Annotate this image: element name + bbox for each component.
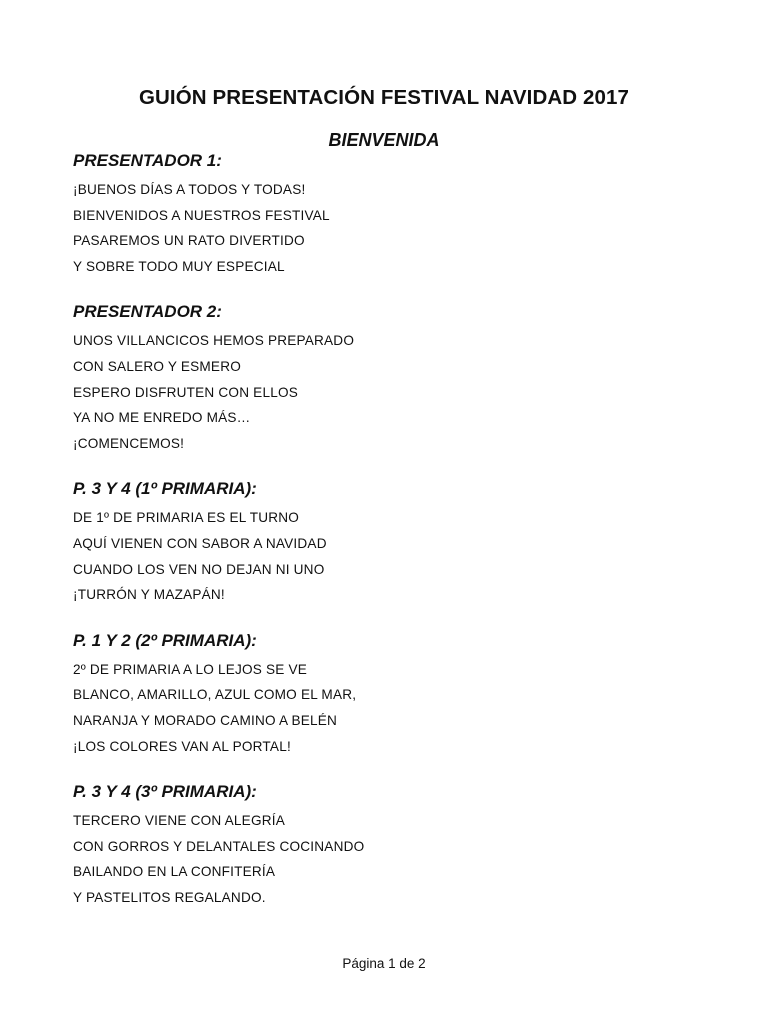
script-line: BLANCO, AMARILLO, AZUL COMO EL MAR, xyxy=(73,687,357,703)
page-number: Página 1 de 2 xyxy=(342,956,426,971)
script-line: ¡BUENOS DÍAS A TODOS Y TODAS! xyxy=(73,182,306,197)
speaker-heading: PRESENTADOR 2: xyxy=(73,302,222,322)
script-line: BIENVENIDOS A NUESTROS FESTIVAL xyxy=(73,207,330,223)
speaker-heading: P. 3 Y 4 (1º PRIMARIA): xyxy=(73,479,257,499)
speaker-block-primaria-1 xyxy=(73,479,713,607)
speaker-heading: P. 1 Y 2 (2º PRIMARIA): xyxy=(73,630,257,650)
script-line: ¡LOS COLORES VAN AL PORTAL! xyxy=(73,738,291,754)
speaker-block-presentador-2 xyxy=(73,302,713,456)
speaker-block-presentador-1 xyxy=(73,151,713,279)
script-line: ¡TURRÓN Y MAZAPÁN! xyxy=(73,587,225,603)
document-title: GUIÓN PRESENTACIÓN FESTIVAL NAVIDAD 2017 xyxy=(138,86,629,109)
speaker-block-primaria-3 xyxy=(73,782,713,910)
script-body xyxy=(73,151,713,933)
speaker-block-primaria-2 xyxy=(73,631,713,759)
section-title: BIENVENIDA xyxy=(328,130,440,150)
script-line: ESPERO DISFRUTEN CON ELLOS xyxy=(73,384,299,400)
speaker-heading: P. 3 Y 4 (3º PRIMARIA): xyxy=(73,782,257,802)
script-line: UNOS VILLANCICOS HEMOS PREPARADO xyxy=(73,333,355,349)
script-line: Y SOBRE TODO MUY ESPECIAL xyxy=(73,258,285,274)
script-line: YA NO ME ENREDO MÁS… xyxy=(73,410,251,426)
speaker-heading: PRESENTADOR 1: xyxy=(73,151,222,170)
script-line: CON SALERO Y ESMERO xyxy=(73,358,241,374)
script-line: AQUÍ VIENEN CON SABOR A NAVIDAD xyxy=(73,535,327,551)
script-line: CUANDO LOS VEN NO DEJAN NI UNO xyxy=(73,561,325,577)
script-line: Y PASTELITOS REGALANDO. xyxy=(73,889,266,905)
script-line: 2º DE PRIMARIA A LO LEJOS SE VE xyxy=(73,661,308,677)
script-line: CON GORROS Y DELANTALES COCINANDO xyxy=(73,838,365,854)
script-line: BAILANDO EN LA CONFITERÍA xyxy=(73,864,276,880)
script-line: NARANJA Y MORADO CAMINO A BELÉN xyxy=(73,712,338,728)
script-line: PASAREMOS UN RATO DIVERTIDO xyxy=(73,233,305,249)
script-line: DE 1º DE PRIMARIA ES EL TURNO xyxy=(73,510,300,526)
script-line: TERCERO VIENE CON ALEGRÍA xyxy=(73,813,285,829)
script-line: ¡COMENCEMOS! xyxy=(73,435,185,451)
